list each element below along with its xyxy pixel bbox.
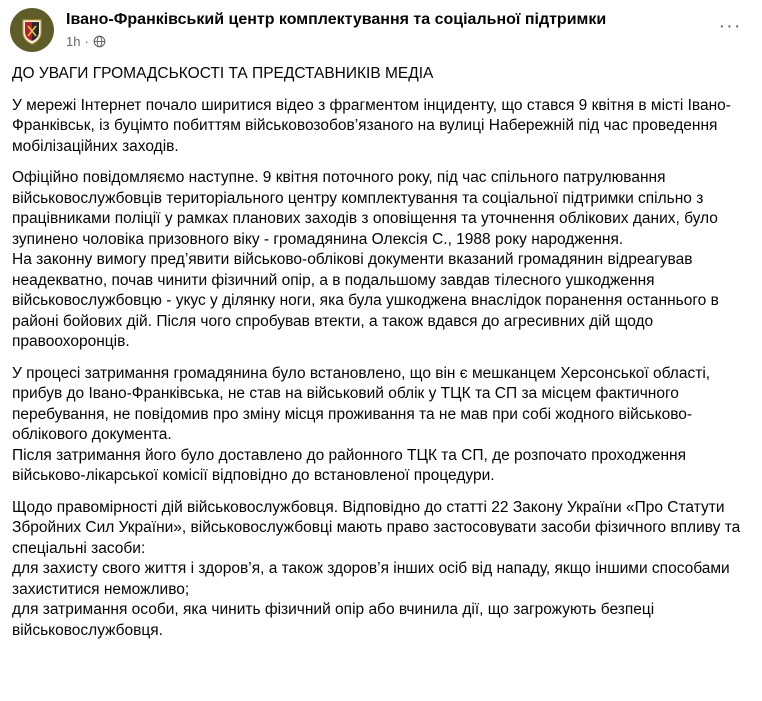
post-body	[12, 64, 752, 652]
page-name-link[interactable]: Івано-Франківський центр комплектування та соціальної підтримки	[66, 11, 607, 28]
post-heading: ДО УВАГИ ГРОМАДСЬКОСТІ ТА ПРЕДСТАВНИКІВ МЕДІА	[12, 65, 434, 82]
post-paragraph	[12, 168, 752, 353]
post-line: У процесі затримання громадянина було встановлено, що він є мешканцем Херсонської області, прибув до Івано-Франківська, не став на військовий облік у ТЦК та СП за місцем фактичного перебування, не повідомив про зміну місця проживання та не мав при собі жодного військово-облікового документа.	[12, 364, 711, 443]
more-options-button[interactable]: ···	[718, 15, 742, 37]
post-line: для затримання особи, яка чинить фізичний опір або вчинила дії, що загрожують безпеці військовослужбовця.	[12, 601, 655, 639]
post-header	[10, 6, 752, 54]
post-line: Офіційно повідомляємо наступне. 9 квітня поточного року, під час спільного патрулювання військовослужбовців територіального центру комплектування та соціальної підтримки спільно з працівниками поліції у рамках планових заходів з оповіщення та уточнення облікових даних, було зупинено чоловіка призовного віку - громадянина Олексія С., 1988 року народження.	[12, 169, 718, 248]
globe-icon	[93, 35, 106, 48]
post-line: У мережі Інтернет почало ширитися відео з фрагментом інциденту, що стався 9 квітня в місті Івано-Франківськ, із буцімто побиттям військовозобов’язаного на вулиці Набережній під час проведення мобілізаційних заходів.	[12, 96, 731, 155]
post-line: На законну вимогу пред’явити військово-облікові документи вказаний громадянин відреагував неадекватно, почав чинити фізичний опір, а в подальшому завдав тілесного ушкодження військовослужбовцю - укус у ділянку ноги, яка була ушкоджена внаслідок поранення останнього в районі бойових дій. Після чого спробував втекти, а також вдався до агресивних дій щодо правоохоронців.	[12, 251, 719, 350]
post-line: Після затримання його було доставлено до районного ТЦК та СП, де розпочато проходження військово-лікарської комісії відповідно до встановленої процедури.	[12, 446, 686, 484]
post-paragraph	[12, 96, 752, 158]
post-time[interactable]: 1h	[66, 34, 81, 49]
page-avatar[interactable]	[10, 8, 54, 52]
post-line: Щодо правомірності дій військовослужбовця. Відповідно до статті 22 Закону України «Про Статути Збройних Сил України», військовослужбовці мають право застосовувати засоби фізичного впливу та спеціальні засоби:	[12, 498, 741, 557]
post-meta	[66, 34, 106, 49]
emblem-icon	[10, 8, 54, 52]
post-line: для захисту свого життя і здоров’я, а також здоров’я інших осіб від нападу, якщо іншими способами захиститися неможливо;	[12, 560, 730, 598]
post-paragraph	[12, 364, 752, 487]
meta-separator: ·	[84, 34, 89, 49]
post-paragraph	[12, 498, 752, 642]
